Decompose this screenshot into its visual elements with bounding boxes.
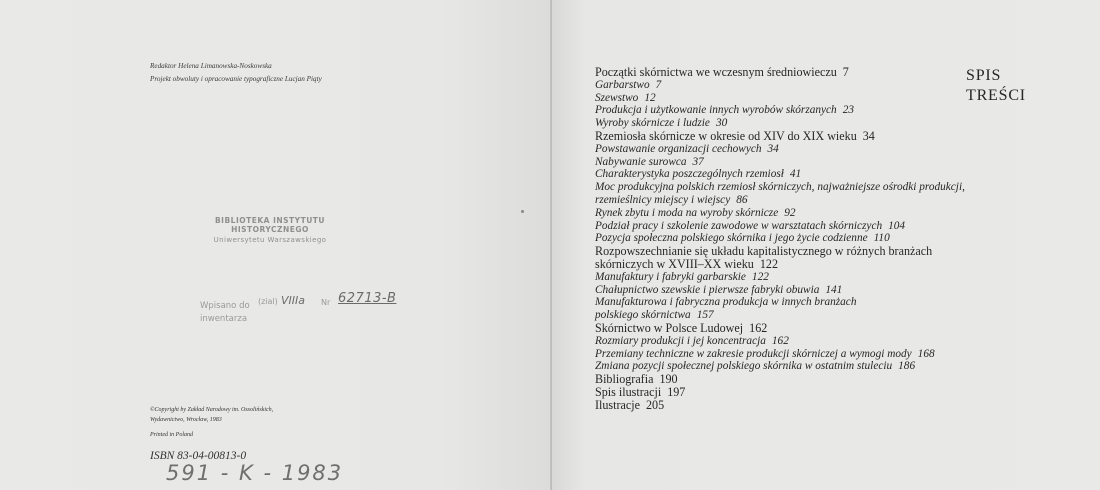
toc-entry	[595, 348, 965, 361]
toc-entry-title: polskiego skórnictwa	[595, 309, 691, 322]
toc-entry	[595, 271, 965, 284]
toc-entry	[595, 130, 965, 143]
inventory-stamp-line1: Wpisano do	[200, 301, 250, 311]
toc-entry	[595, 284, 965, 297]
table-of-contents	[595, 66, 965, 412]
toc-entry-title: Rynek zbytu i moda na wyroby skórnicze	[595, 206, 779, 219]
toc-entry-title: rzemieślnicy miejscy i wiejscy	[595, 193, 731, 206]
toc-entry	[595, 181, 965, 194]
printed-in: Printed in Poland	[150, 432, 193, 438]
dot-mark	[521, 210, 524, 213]
toc-entry-page: 34	[767, 142, 779, 155]
toc-entry-title: Chałupnictwo szewskie i pierwsze fabryki obuwia	[595, 283, 820, 296]
toc-entry-title: Rozmiary produkcji i jej koncentracja	[595, 334, 766, 347]
inventory-section-handwritten: VIIIa	[281, 294, 305, 307]
toc-entry	[595, 92, 965, 105]
toc-entry-title: Moc produkcyjna polskich rzemiosł skórniczych, najważniejsze ośrodki produkcji,	[595, 181, 965, 194]
toc-entry-title: Nabywanie surowca	[595, 155, 687, 168]
credit-editor: Redaktor Helena Limanowska-Noskowska	[150, 62, 272, 70]
toc-entry-title: Bibliografia	[595, 372, 654, 387]
toc-entry-title: skórniczych w XVIII–XX wieku	[595, 256, 754, 271]
toc-entry-title: Przemiany techniczne w zakresie produkcji skórniczej a wymogi mody	[595, 347, 912, 360]
toc-entry-title: Manufaktury i fabryki garbarskie	[595, 270, 746, 283]
toc-entry-page: 110	[873, 232, 890, 245]
copyright-block	[150, 406, 273, 425]
inventory-nr-label: Nr	[321, 298, 331, 307]
toc-entry	[595, 322, 965, 335]
toc-entry	[595, 258, 965, 271]
toc-entry-page: 141	[825, 283, 843, 296]
toc-entry-title: Spis ilustracji	[595, 384, 662, 399]
toc-entry-page: 12	[644, 91, 656, 104]
toc-entry-title: Ilustracje	[595, 397, 640, 412]
toc-entry-page: 190	[659, 372, 678, 387]
toc-entry	[595, 194, 965, 207]
toc-entry-page: 92	[784, 206, 796, 219]
toc-entry	[595, 156, 965, 169]
library-stamp-line2: Uniwersytetu Warszawskiego	[213, 236, 327, 244]
toc-entry-page: 186	[898, 360, 916, 373]
inventory-stamp	[200, 300, 250, 326]
toc-entry	[595, 79, 965, 92]
toc-entry-page: 41	[789, 168, 802, 181]
toc-entry-page: 205	[646, 397, 665, 412]
handwritten-signature: 591 - K - 1983	[166, 461, 344, 485]
toc-entry-page: 162	[749, 320, 768, 335]
toc-entry-title: Manufakturowa i fabryczna produkcja w innych branżach	[595, 296, 857, 309]
toc-heading-line2: TREŚCI	[966, 87, 1026, 104]
toc-entry-title: Skórnictwo w Polsce Ludowej	[595, 320, 744, 335]
toc-entry-title: Wyroby skórnicze i ludzie	[595, 117, 710, 130]
toc-entry-page: 122	[751, 270, 769, 283]
toc-entry	[595, 335, 965, 348]
inventory-stamp-line2: inwentarza	[200, 314, 248, 324]
toc-entry	[595, 399, 965, 412]
toc-entry-title: Charakterystyka poszczególnych rzemiosł	[595, 168, 784, 181]
toc-heading-line1: SPIS	[966, 67, 1002, 84]
toc-entry	[595, 220, 965, 233]
toc-entry-page: 30	[715, 117, 728, 130]
toc-entry-page: 37	[692, 155, 704, 168]
toc-heading	[966, 66, 1026, 106]
toc-entry-title: Zmiana pozycji społecznej polskiego skórnika w ostatnim stuleciu	[595, 360, 893, 373]
toc-entry	[595, 168, 965, 181]
isbn: ISBN 83-04-00813-0	[150, 450, 247, 462]
toc-entry-title: Pozycja społeczna polskiego skórnika i jego życie codzienne	[595, 232, 868, 245]
toc-entry-page: 7	[655, 78, 662, 91]
toc-entry-title: Rzemiosła skórnicze w okresie od XIV do XIX wieku	[595, 128, 857, 143]
credits-block	[150, 60, 322, 86]
toc-entry-title: Powstawanie organizacji cechowych	[595, 142, 762, 155]
toc-entry-page: 34	[862, 128, 875, 143]
toc-entry-title: Podział pracy i szkolenie zawodowe w warsztatach skórniczych	[595, 219, 883, 232]
toc-entry	[595, 207, 965, 220]
toc-entry-page: 104	[888, 219, 906, 232]
library-stamp-line1: BIBLIOTEKA INSTYTUTU HISTORYCZNEGO	[214, 216, 326, 234]
toc-entry-title: Produkcja i użytkowanie innych wyrobów skórzanych	[595, 104, 837, 117]
toc-entry	[595, 296, 965, 309]
toc-entry	[595, 66, 965, 79]
toc-entry-page: 7	[842, 65, 849, 79]
toc-entry-title: Szewstwo	[595, 91, 639, 104]
inventory-number-text: 62713-B	[338, 291, 397, 306]
copyright-line1: ©Copyright by Zakład Narodowy im. Ossolińskich,	[150, 407, 274, 413]
library-stamp	[200, 216, 340, 244]
copyright-line2: Wydawnictwo, Wrocław, 1983	[150, 416, 222, 423]
inventory-section-label: (zial)	[258, 297, 278, 306]
toc-entry	[595, 143, 965, 156]
credit-design: Projekt obwoluty i opracowanie typograficzne Lucjan Piąty	[150, 75, 322, 83]
inventory-number-handwritten	[338, 291, 396, 306]
toc-entry-page: 168	[917, 347, 935, 360]
toc-entry-title: Początki skórnictwa we wczesnym średniowieczu	[595, 65, 837, 79]
toc-entry	[595, 386, 965, 399]
toc-entry-page: 157	[696, 309, 714, 322]
toc-entry-title: Rozpowszechnianie się układu kapitalistycznego w różnych branżach	[595, 244, 933, 259]
toc-entry	[595, 104, 965, 117]
toc-entry-page: 122	[759, 256, 778, 271]
toc-entry-page: 162	[771, 334, 789, 347]
toc-entry-title: Garbarstwo	[595, 78, 650, 91]
toc-entry-page: 86	[736, 193, 748, 206]
toc-entry-page: 197	[667, 384, 686, 399]
toc-entry-page: 23	[842, 104, 854, 117]
